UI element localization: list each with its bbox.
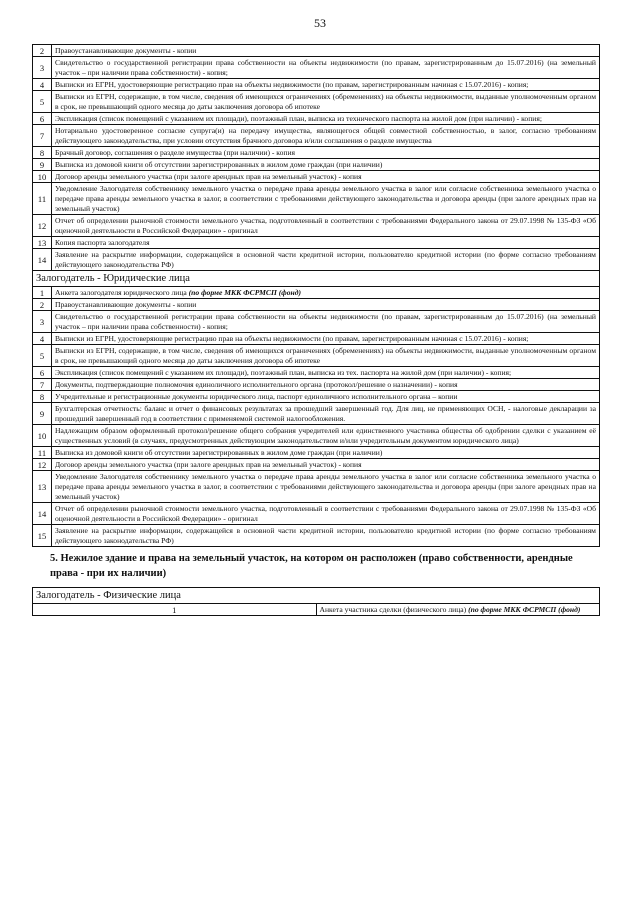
row-text: Заявление на раскрытие информации, содержащейся в основной части кредитной истории, пользователю кредитной истории (по форме согласно требованиям действующего законодательства РФ) xyxy=(52,249,600,271)
table-row xyxy=(33,45,600,57)
table-row xyxy=(33,147,600,159)
row-number: 8 xyxy=(33,391,52,403)
row-number: 14 xyxy=(33,503,52,525)
documents-table-1 xyxy=(32,44,600,547)
row-text: Экспликация (список помещений с указанием их площади), поэтажный план, выписка из технического паспорта на жилой дом (при наличии) - копия; xyxy=(52,113,600,125)
row-number: 8 xyxy=(33,147,52,159)
row-text: Свидетельство о государственной регистрации права собственности на объекты недвижимости (по правам, зарегистрированным до 15.07.2016) (на земельный участок – при наличии права собственности) - копия; xyxy=(52,311,600,333)
row-number: 12 xyxy=(33,215,52,237)
table-row xyxy=(33,171,600,183)
row-number: 2 xyxy=(33,299,52,311)
table-row xyxy=(33,159,600,171)
table-row xyxy=(33,425,600,447)
row-number: 15 xyxy=(33,525,52,547)
table-row xyxy=(33,447,600,459)
row-text: Выписка из домовой книги об отсутствии зарегистрированных в жилом доме граждан (при наличии) xyxy=(52,159,600,171)
section-title: Залогодатель - Юридические лица xyxy=(33,271,600,287)
row-text: Договор аренды земельного участка (при залоге арендных прав на земельный участок) - копия xyxy=(52,171,600,183)
row-text: Отчет об определении рыночной стоимости земельного участка, подготовленный в соответствии с требованиями Федерального закона от 29.07.1998 № 135-ФЗ «Об оценочной деятельности в Российской Федерации» - оригинал xyxy=(52,215,600,237)
table-row xyxy=(33,113,600,125)
table-row xyxy=(33,367,600,379)
row-text: Выписки из ЕГРН, содержащие, в том числе, сведения об имеющихся ограничениях (обременениях) на объекты недвижимости, выданные уполномоченным органом в срок, не превышающий одного месяца до даты заключения договора об ипотеке xyxy=(52,91,600,113)
row-number: 11 xyxy=(33,447,52,459)
row-number: 4 xyxy=(33,79,52,91)
row-text: Выписки из ЕГРН, содержащие, в том числе, сведения об имеющихся ограничениях (обременениях) на объекты недвижимости, выданные уполномоченным органом в срок, не превышающий одного месяца до даты заключения договора об ипотеке xyxy=(52,345,600,367)
table-row xyxy=(33,237,600,249)
row-number: 3 xyxy=(33,57,52,79)
table-row xyxy=(33,503,600,525)
row-text: Выписки из ЕГРН, удостоверяющие регистрацию прав на объекты недвижимости (по правам, зарегистрированным начиная с 15.07.2016) - копия; xyxy=(52,79,600,91)
row-text: Учредительные и регистрационные документы юридического лица, паспорт единоличного исполнительного органа – копии xyxy=(52,391,600,403)
row-number: 10 xyxy=(33,425,52,447)
table-row xyxy=(33,604,600,616)
table-row xyxy=(33,391,600,403)
table-row xyxy=(33,215,600,237)
row-text: Свидетельство о государственной регистрации права собственности на объекты недвижимости (по правам, зарегистрированным до 15.07.2016) (на земельный участок – при наличии права собственности) - копия; xyxy=(52,57,600,79)
table-row xyxy=(33,459,600,471)
row-number: 6 xyxy=(33,113,52,125)
row-number: 7 xyxy=(33,125,52,147)
row-number: 9 xyxy=(33,159,52,171)
row-text: Выписка из домовой книги об отсутствии зарегистрированных в жилом доме граждан (при наличии) xyxy=(52,447,600,459)
row-number: 10 xyxy=(33,171,52,183)
row-text: Заявление на раскрытие информации, содержащейся в основной части кредитной истории, пользователю кредитной истории (по форме согласно требованиям действующего законодательства РФ) xyxy=(52,525,600,547)
table-row xyxy=(33,91,600,113)
table-row xyxy=(33,379,600,391)
table-row xyxy=(33,287,600,299)
row-number: 5 xyxy=(33,91,52,113)
document-body xyxy=(32,44,600,616)
row-text: Надлежащим образом оформленный протокол/решение общего собрания учредителей или единственного участника общества об одобрении сделки с указанием её существенных условий (в случаях, предусмотренных действующим законодательством и/или учредительным документом юридического лица) xyxy=(52,425,600,447)
section-row-legal xyxy=(33,271,600,287)
row-number: 1 xyxy=(33,287,52,299)
row-number: 13 xyxy=(33,237,52,249)
table-row xyxy=(33,299,600,311)
row-number: 14 xyxy=(33,249,52,271)
table-row xyxy=(33,57,600,79)
table-row xyxy=(33,183,600,215)
table-row xyxy=(33,79,600,91)
table-row xyxy=(33,333,600,345)
table-row xyxy=(33,525,600,547)
row-text: Экспликация (список помещений с указанием их площади), поэтажный план, выписка из тех. паспорта на жилой дом (при наличии) - копия; xyxy=(52,367,600,379)
row-text: Правоустанавливающие документы - копии xyxy=(52,299,600,311)
table-row xyxy=(33,403,600,425)
row-text: Анкета залогодателя юридического лица (по форме МКК ФСРМСП (фонд) xyxy=(52,287,600,299)
row-number: 5 xyxy=(33,345,52,367)
section-heading-5: 5. Нежилое здание и права на земельный участок, на котором он расположен (право собственности, арендные права - при их наличии) xyxy=(50,553,573,579)
table-row xyxy=(33,345,600,367)
form-note: (по форме МКК ФСРМСП (фонд) xyxy=(468,604,581,614)
documents-table-2 xyxy=(32,587,600,616)
row-text: Анкета участника сделки (физического лица) (по форме МКК ФСРМСП (фонд) xyxy=(316,604,600,616)
page-number: 53 xyxy=(314,16,326,30)
row-text: Уведомление Залогодателя собственнику земельного участка о передаче права аренды земельного участка в залог или согласие собственника земельного участка о передаче права аренды земельного участка в залог, в соответствии с требованиями действующего законодательства и договора аренды (при залоге арендных прав на земельный участок) xyxy=(52,183,600,215)
row-text: Уведомление Залогодателя собственнику земельного участка о передаче права аренды земельного участка в залог или согласие собственника земельного участка о передаче права аренды земельного участка в залог, в соответствии с требованиями действующего законодательства и договора аренды (при залоге арендных прав на земельный участок) xyxy=(52,471,600,503)
section-row-individual xyxy=(33,588,600,604)
section-title: Залогодатель - Физические лица xyxy=(33,588,600,604)
row-number: 3 xyxy=(33,311,52,333)
row-text: Бухгалтерская отчетность: баланс и отчет о финансовых результатах за прошедший завершенный год. Для лиц, не применяющих ОСН, - налоговые декларации за прошедший завершенный год в соответствии с применяемой системой налогообложения. xyxy=(52,403,600,425)
row-text: Нотариально удостоверенное согласие супруга(и) на передачу имущества, являющегося общей совместной собственностью, в залог, согласно требованиям действующего законодательства, при условии отсутствия брачного договора и/или соглашения о разделе имущества xyxy=(52,125,600,147)
row-number: 12 xyxy=(33,459,52,471)
row-number: 13 xyxy=(33,471,52,503)
row-text: Выписки из ЕГРН, удостоверяющие регистрацию прав на объекты недвижимости (по правам, зарегистрированным начиная с 15.07.2016) - копия; xyxy=(52,333,600,345)
row-text: Копия паспорта залогодателя xyxy=(52,237,600,249)
row-number: 6 xyxy=(33,367,52,379)
table-row xyxy=(33,249,600,271)
row-number: 2 xyxy=(33,45,52,57)
row-number: 1 xyxy=(33,604,317,616)
form-note: (по форме МКК ФСРМСП (фонд) xyxy=(188,287,302,297)
row-text: Отчет об определении рыночной стоимости земельного участка, подготовленный в соответствии с требованиями Федерального закона от 29.07.1998 № 135-ФЗ «Об оценочной деятельности в Российской Федерации» - оригинал xyxy=(52,503,600,525)
table-row xyxy=(33,125,600,147)
row-text: Брачный договор, соглашения о разделе имущества (при наличии) - копия xyxy=(52,147,600,159)
row-number: 7 xyxy=(33,379,52,391)
row-number: 4 xyxy=(33,333,52,345)
row-text: Документы, подтверждающие полномочия единоличного исполнительного органа (протокол/решение о назначении) - копия xyxy=(52,379,600,391)
row-number: 9 xyxy=(33,403,52,425)
row-text: Правоустанавливающие документы - копии xyxy=(52,45,600,57)
row-text: Договор аренды земельного участка (при залоге арендных прав на земельный участок) - копия xyxy=(52,459,600,471)
table-row xyxy=(33,311,600,333)
table-row xyxy=(33,471,600,503)
row-number: 11 xyxy=(33,183,52,215)
